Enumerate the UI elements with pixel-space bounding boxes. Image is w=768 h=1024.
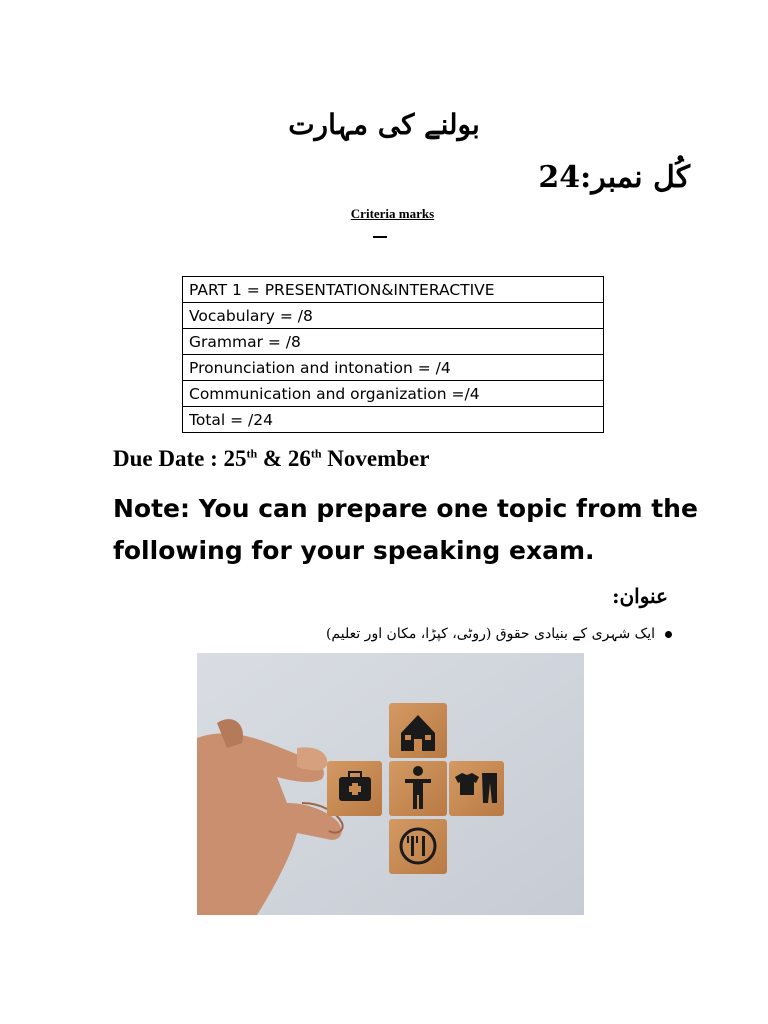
due-date [113, 446, 429, 472]
bullet-icon [665, 631, 672, 638]
table-cell: Total = /24 [183, 407, 604, 433]
rights-photo [197, 653, 584, 915]
clothing-icon [449, 761, 504, 816]
criteria-label: Criteria marks [350, 206, 435, 221]
topic-heading: عنوان: [612, 584, 668, 608]
due-day-1: 25 [223, 446, 247, 471]
table-row [183, 277, 604, 303]
table-cell: Vocabulary = /8 [183, 303, 604, 329]
total-marks: کُل نمبر:24 [538, 160, 690, 195]
first-aid-kit-icon [327, 761, 382, 816]
table-cell: Communication and organization =/4 [183, 381, 604, 407]
food-plate-icon [389, 819, 447, 874]
due-day-2-suffix: th [310, 446, 322, 461]
due-date-amp: & [257, 446, 288, 471]
note-text: Note: You can prepare one topic from the following for your speaking exam. [113, 494, 698, 565]
divider-dash [373, 236, 387, 238]
table-cell: PART 1 = PRESENTATION&INTERACTIVE [183, 277, 604, 303]
topic-list-item [326, 626, 672, 642]
marks-table [182, 276, 604, 433]
house-icon [389, 703, 447, 758]
topic-text: ایک شہری کے بنیادی حقوق (روٹی، کپڑا، مکان اور تعلیم) [325, 626, 655, 642]
table-row [183, 355, 604, 381]
due-date-prefix: Due Date : [113, 446, 224, 471]
due-month: November [321, 446, 430, 471]
table-row [183, 329, 604, 355]
table-row [183, 381, 604, 407]
person-icon [389, 761, 447, 816]
table-cell: Pronunciation and intonation = /4 [183, 355, 604, 381]
table-row [183, 303, 604, 329]
table-cell: Grammar = /8 [183, 329, 604, 355]
page-title: بولنے کی مہارت [288, 108, 480, 141]
table-row [183, 407, 604, 433]
due-day-2: 26 [287, 446, 311, 471]
due-day-1-suffix: th [246, 446, 258, 461]
